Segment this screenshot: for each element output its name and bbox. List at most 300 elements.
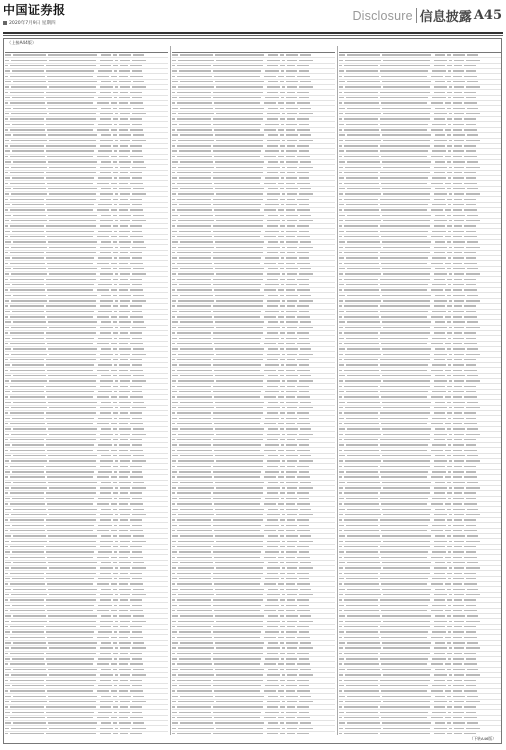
table-cell xyxy=(177,571,213,575)
table-cell xyxy=(180,320,215,324)
table-cell xyxy=(98,390,114,394)
table-cell xyxy=(13,694,48,698)
table-cell xyxy=(339,149,346,153)
table-cell xyxy=(267,459,282,463)
table-cell xyxy=(119,454,133,458)
table-cell xyxy=(380,710,432,714)
table-cell xyxy=(453,716,464,720)
table-cell xyxy=(11,85,49,89)
table-cell xyxy=(268,187,280,191)
table-cell xyxy=(464,315,479,319)
table-cell xyxy=(447,571,454,575)
table-cell xyxy=(454,539,466,543)
table-cell xyxy=(346,122,380,126)
table-cell xyxy=(213,732,267,735)
table-cell xyxy=(286,577,299,581)
table-cell xyxy=(119,395,130,399)
table-cell xyxy=(453,721,467,725)
table-cell xyxy=(265,470,281,474)
table-cell xyxy=(380,256,432,260)
table-cell xyxy=(432,176,448,180)
table-cell xyxy=(46,358,100,362)
table-cell xyxy=(11,352,49,356)
table-cell xyxy=(132,646,148,650)
table-cell xyxy=(347,347,382,351)
table-cell xyxy=(453,203,466,207)
table-cell xyxy=(265,497,281,501)
table-cell xyxy=(11,326,49,330)
table-cell xyxy=(119,181,130,185)
table-cell xyxy=(216,726,267,730)
table-cell xyxy=(280,705,287,709)
table-cell xyxy=(453,235,464,239)
table-cell xyxy=(381,208,431,212)
table-cell xyxy=(215,267,268,271)
table-cell xyxy=(47,128,97,132)
table-cell xyxy=(297,342,312,346)
table-cell xyxy=(49,539,100,543)
table-cell xyxy=(132,523,144,527)
table-cell xyxy=(98,710,114,714)
table-cell xyxy=(345,513,383,517)
table-cell xyxy=(339,603,346,607)
table-cell xyxy=(5,550,12,554)
table-cell xyxy=(464,304,478,308)
masthead xyxy=(3,3,163,31)
table-cell xyxy=(287,379,299,383)
table-cell xyxy=(11,245,49,249)
table-cell xyxy=(464,518,478,522)
table-cell xyxy=(381,74,431,78)
table-cell xyxy=(447,518,454,522)
table-cell xyxy=(12,684,46,688)
table-cell xyxy=(447,652,454,656)
table-cell xyxy=(344,598,380,602)
table-cell xyxy=(49,245,100,249)
table-cell xyxy=(11,165,49,169)
table-cell xyxy=(215,187,268,191)
table-cell xyxy=(179,336,213,340)
table-cell xyxy=(434,85,449,89)
table-cell xyxy=(453,106,467,110)
table-cell xyxy=(453,614,467,618)
table-cell xyxy=(10,502,47,506)
table-cell xyxy=(286,561,300,565)
table-cell xyxy=(297,609,312,613)
table-cell xyxy=(120,732,130,735)
table-cell xyxy=(464,662,479,666)
table-cell xyxy=(48,507,101,511)
table-cell xyxy=(297,502,312,506)
table-cell xyxy=(101,507,113,511)
table-cell xyxy=(286,240,300,244)
table-cell xyxy=(299,700,315,704)
table-cell xyxy=(265,603,281,607)
table-cell xyxy=(100,64,113,68)
table-cell xyxy=(447,117,454,121)
table-cell xyxy=(5,347,13,351)
table-cell xyxy=(383,539,434,543)
table-cell xyxy=(5,106,13,110)
table-cell xyxy=(98,122,114,126)
table-cell xyxy=(179,657,213,661)
table-cell xyxy=(178,432,216,436)
table-cell xyxy=(297,224,311,228)
table-cell xyxy=(130,395,145,399)
table-cell xyxy=(12,336,46,340)
table-cell xyxy=(132,379,148,383)
table-cell xyxy=(119,587,133,591)
table-cell xyxy=(431,315,445,319)
table-cell xyxy=(380,577,432,581)
table-cell xyxy=(453,555,464,559)
table-cell xyxy=(132,58,148,62)
table-cell xyxy=(299,363,311,367)
table-cell xyxy=(47,502,97,506)
table-cell xyxy=(172,229,179,233)
table-cell xyxy=(100,379,115,383)
table-cell xyxy=(46,64,100,68)
table-cell xyxy=(286,721,300,725)
table-cell xyxy=(100,272,115,276)
table-cell xyxy=(445,502,453,506)
table-cell xyxy=(177,384,213,388)
table-cell xyxy=(464,652,478,656)
table-cell xyxy=(47,635,97,639)
table-cell xyxy=(453,529,464,533)
table-cell xyxy=(286,363,299,367)
table-cell xyxy=(280,438,287,442)
table-cell xyxy=(49,726,100,730)
table-cell xyxy=(119,390,132,394)
table-cell xyxy=(111,235,119,239)
table-cell xyxy=(434,732,447,735)
table-cell xyxy=(177,518,213,522)
table-cell xyxy=(268,641,280,645)
table-cell xyxy=(130,422,145,426)
table-cell xyxy=(172,668,180,672)
table-cell xyxy=(286,155,297,159)
table-cell xyxy=(346,203,380,207)
table-cell xyxy=(172,336,179,340)
table-cell xyxy=(286,470,299,474)
table-cell xyxy=(287,192,299,196)
table-cell xyxy=(178,192,216,196)
table-cell xyxy=(434,545,447,549)
table-cell xyxy=(286,481,300,485)
table-cell xyxy=(216,139,267,143)
table-cell xyxy=(464,101,479,105)
table-cell xyxy=(177,689,214,693)
table-cell xyxy=(286,657,299,661)
table-cell xyxy=(48,267,101,271)
table-cell xyxy=(287,277,297,281)
table-cell xyxy=(286,229,299,233)
table-cell xyxy=(100,299,115,303)
table-cell xyxy=(5,603,12,607)
table-cell xyxy=(46,171,100,175)
table-cell xyxy=(381,529,431,533)
table-cell xyxy=(264,101,278,105)
table-cell xyxy=(344,288,381,292)
table-cell xyxy=(380,310,432,314)
table-cell xyxy=(98,443,114,447)
table-cell xyxy=(13,347,48,351)
table-cell xyxy=(381,502,431,506)
table-cell xyxy=(177,395,214,399)
table-cell xyxy=(286,122,299,126)
table-cell xyxy=(46,251,100,255)
table-cell xyxy=(434,518,447,522)
table-cell xyxy=(12,710,46,714)
table-cell xyxy=(214,582,264,586)
table-cell xyxy=(177,64,213,68)
table-cell xyxy=(5,454,13,458)
table-cell xyxy=(48,133,101,137)
table-cell xyxy=(120,726,132,730)
table-cell xyxy=(100,518,113,522)
table-cell xyxy=(383,326,434,330)
table-cell xyxy=(213,571,267,575)
table-cell xyxy=(267,539,282,543)
table-cell xyxy=(278,662,286,666)
table-cell xyxy=(464,197,478,201)
table-cell xyxy=(119,668,133,672)
table-cell xyxy=(345,299,383,303)
table-cell xyxy=(434,64,447,68)
table-cell xyxy=(435,427,447,431)
table-cell xyxy=(381,315,431,319)
table-cell xyxy=(265,96,281,100)
table-cell xyxy=(454,598,464,602)
table-cell xyxy=(434,299,449,303)
table-cell xyxy=(267,673,282,677)
table-cell xyxy=(119,229,132,233)
table-cell xyxy=(447,358,454,362)
table-cell xyxy=(11,700,49,704)
table-cell xyxy=(454,411,464,415)
table-cell xyxy=(11,486,49,490)
table-cell xyxy=(97,315,111,319)
table-cell xyxy=(280,304,287,308)
table-cell xyxy=(265,390,281,394)
table-cell xyxy=(466,566,482,570)
table-cell xyxy=(10,529,47,533)
table-cell xyxy=(464,411,478,415)
table-cell xyxy=(172,106,180,110)
table-cell xyxy=(453,561,467,565)
table-cell xyxy=(286,395,297,399)
table-cell xyxy=(177,331,213,335)
table-cell xyxy=(268,561,280,565)
table-cell xyxy=(214,422,264,426)
table-cell xyxy=(130,155,145,159)
table-cell xyxy=(264,662,278,666)
table-cell xyxy=(286,662,297,666)
table-cell xyxy=(214,662,264,666)
table-cell xyxy=(12,603,46,607)
table-cell xyxy=(179,523,213,527)
table-cell xyxy=(466,577,478,581)
table-cell xyxy=(447,251,454,255)
table-cell xyxy=(454,331,464,335)
table-cell xyxy=(339,481,347,485)
table-cell xyxy=(466,176,478,180)
table-cell xyxy=(383,673,434,677)
table-cell xyxy=(10,438,46,442)
table-cell xyxy=(280,171,287,175)
table-cell xyxy=(267,245,282,249)
table-cell xyxy=(464,181,479,185)
table-cell xyxy=(435,454,447,458)
table-cell xyxy=(213,171,267,175)
table-cell xyxy=(46,550,98,554)
table-cell xyxy=(287,700,299,704)
table-cell xyxy=(111,208,119,212)
table-cell xyxy=(454,486,466,490)
table-cell xyxy=(12,577,46,581)
table-cell xyxy=(101,374,113,378)
table-cell xyxy=(344,529,381,533)
table-cell xyxy=(344,716,381,720)
section-chinese: 信息披露 xyxy=(419,10,472,25)
table-cell xyxy=(132,416,144,420)
table-cell xyxy=(453,603,466,607)
table-cell xyxy=(280,411,287,415)
table-cell xyxy=(119,101,130,105)
table-cell xyxy=(213,331,267,335)
table-cell xyxy=(113,545,120,549)
table-cell xyxy=(178,272,216,276)
table-cell xyxy=(344,144,380,148)
table-cell xyxy=(347,587,382,591)
table-cell xyxy=(464,90,478,94)
table-cell xyxy=(13,187,48,191)
table-cell xyxy=(453,181,464,185)
table-cell xyxy=(380,652,434,656)
table-cell xyxy=(466,85,482,89)
table-cell xyxy=(345,379,383,383)
table-cell xyxy=(434,593,449,597)
table-cell xyxy=(100,678,113,682)
table-cell xyxy=(435,587,447,591)
table-cell xyxy=(130,571,144,575)
table-cell xyxy=(267,566,282,570)
table-cell xyxy=(46,443,98,447)
table-cell xyxy=(464,155,479,159)
table-cell xyxy=(49,272,100,276)
table-cell xyxy=(100,726,115,730)
table-cell xyxy=(464,358,478,362)
table-cell xyxy=(100,331,113,335)
table-cell xyxy=(280,545,287,549)
table-cell xyxy=(119,603,132,607)
column-divider xyxy=(170,46,171,735)
table-cell xyxy=(453,684,466,688)
table-cell xyxy=(49,646,100,650)
table-cell xyxy=(97,261,111,265)
table-cell xyxy=(380,657,432,661)
table-cell xyxy=(215,374,268,378)
table-cell xyxy=(177,662,214,666)
table-cell xyxy=(345,593,383,597)
table-cell xyxy=(213,678,267,682)
table-cell xyxy=(434,678,447,682)
table-cell xyxy=(268,320,280,324)
table-cell xyxy=(46,625,100,629)
table-cell xyxy=(46,545,100,549)
table-cell xyxy=(5,630,12,634)
table-cell xyxy=(113,384,120,388)
table-cell xyxy=(5,523,12,527)
table-cell xyxy=(47,716,97,720)
table-cell xyxy=(466,700,482,704)
table-cell xyxy=(454,438,464,442)
table-cell xyxy=(179,603,213,607)
table-cell xyxy=(264,448,278,452)
table-cell xyxy=(100,192,115,196)
table-cell xyxy=(264,555,278,559)
table-cell xyxy=(466,406,482,410)
table-cell xyxy=(453,69,466,73)
table-cell xyxy=(464,545,478,549)
table-cell xyxy=(215,53,268,57)
table-cell xyxy=(382,641,435,645)
table-cell xyxy=(454,144,464,148)
table-cell xyxy=(100,625,113,629)
table-cell xyxy=(286,630,299,634)
table-cell xyxy=(381,261,431,265)
table-cell xyxy=(297,101,312,105)
table-cell xyxy=(445,74,453,78)
table-cell xyxy=(464,689,479,693)
table-cell xyxy=(280,251,287,255)
table-cell xyxy=(286,283,299,287)
table-cell xyxy=(380,518,434,522)
table-cell xyxy=(119,203,132,207)
table-cell xyxy=(177,678,213,682)
table-cell xyxy=(381,368,431,372)
table-cell xyxy=(120,539,132,543)
table-cell xyxy=(344,224,380,228)
table-cell xyxy=(132,96,144,100)
table-cell xyxy=(454,272,466,276)
table-cell xyxy=(265,176,281,180)
table-cell xyxy=(380,144,434,148)
table-cell xyxy=(383,593,434,597)
table-cell xyxy=(46,416,98,420)
table-cell xyxy=(339,684,346,688)
table-cell xyxy=(278,422,286,426)
table-cell xyxy=(119,523,132,527)
table-cell xyxy=(11,646,49,650)
table-cell xyxy=(46,571,100,575)
table-cell xyxy=(383,299,434,303)
table-cell xyxy=(10,171,46,175)
table-cell xyxy=(268,240,280,244)
table-cell xyxy=(214,235,264,239)
table-cell xyxy=(119,716,130,720)
table-cell xyxy=(113,678,120,682)
table-cell xyxy=(435,561,447,565)
table-cell xyxy=(267,406,282,410)
table-cell xyxy=(447,331,454,335)
table-cell xyxy=(172,133,180,137)
table-cell xyxy=(47,395,97,399)
table-cell xyxy=(383,406,434,410)
table-cell xyxy=(380,358,434,362)
table-cell xyxy=(113,251,120,255)
